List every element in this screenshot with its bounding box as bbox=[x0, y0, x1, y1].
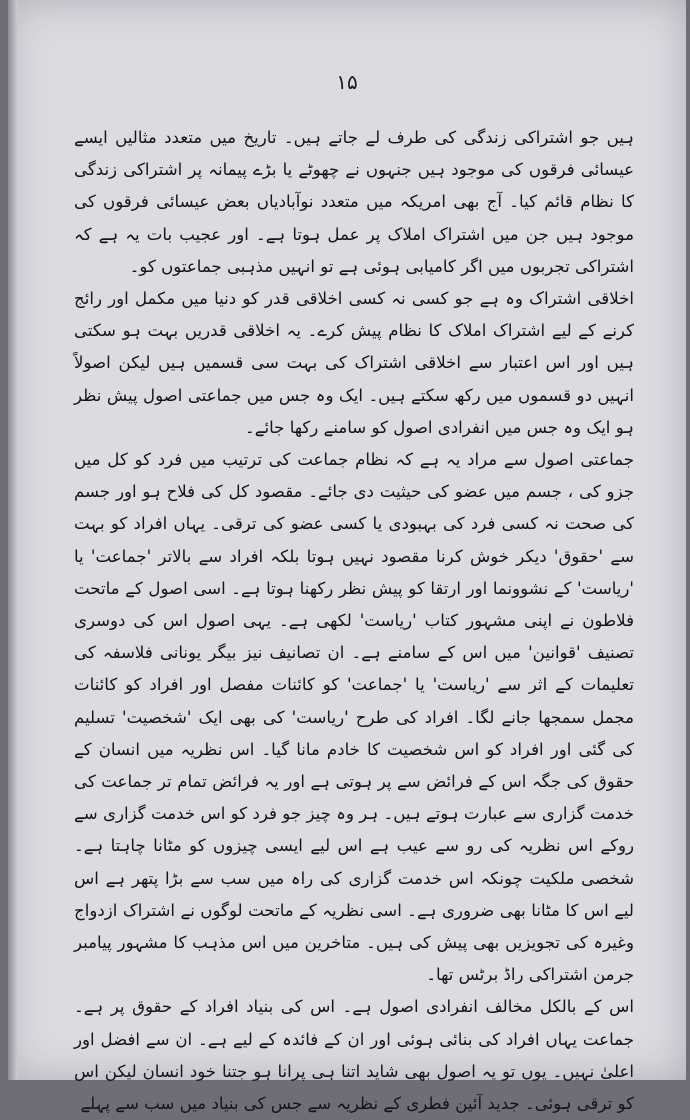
book-page bbox=[8, 0, 686, 1114]
page-text bbox=[74, 122, 634, 1120]
paragraph-1: ہیں جو اشتراکی زندگی کی طرف لے جاتے ہیں۔ تاریخ میں متعدد مثالیں ایسے عیسائی فرقوں کی موجود ہیں جنہوں نے چھوٹے یا بڑے پیمانہ پر اشتراکی زندگی کا نظام قائم کیا۔ آج بھی امریکہ میں متعدد نوآبادیاں بعض عیسائی فرقوں کی موجود ہیں جن میں اشتراک املاک پر عمل ہوتا ہے۔ اور عجیب بات یہ ہے کہ اشتراکی تجربوں میں اگر کامیابی ہوئی ہے تو انہیں مذہبی جماعتوں کو۔ bbox=[74, 128, 634, 276]
paragraph-2: اخلاقی اشتراک وہ ہے جو کسی نہ کسی اخلاقی قدر کو دنیا میں مکمل اور رائج کرنے کے لیے اشتراک املاک کا نظام پیش کرے۔ یہ اخلاقی قدریں بہت ہو سکتی ہیں اور اس اعتبار سے اخلاقی اشتراک کی بہت سی قسمیں ہیں لیکن اصولاً انہیں دو قسموں میں رکھ سکتے ہیں۔ ایک وہ جس میں جماعتی اصول پیش نظر ہو ایک وہ جس میں انفرادی اصول کو سامنے رکھا جائے۔ bbox=[74, 289, 634, 437]
page-spine-shadow bbox=[8, 0, 18, 1080]
paragraph-3: جماعتی اصول سے مراد یہ ہے کہ نظام جماعت کی ترتیب میں فرد کو کل میں جزو کی ، جسم میں عضو کی حیثیت دی جائے۔ مقصود کل کی فلاح ہو اور جسم کی صحت نہ کسی فرد کی بہبودی یا کسی عضو کی ترقی۔ یہاں افراد کو بہت سے 'حقوق' دیکر خوش کرنا مقصود نہیں ہوتا بلکہ افراد سے بالاتر 'جماعت' یا 'ریاست' کے نشوونما اور ارتقا کو پیش نظر رکھنا ہوتا ہے۔ اسی اصول کے ماتحت فلاطون نے اپنی مشہور کتاب 'ریاست' لکھی ہے۔ یہی اصول اس کی دوسری تصنیف 'قوانین' میں اس کے سامنے ہے۔ ان تصانیف نیز بیگر یونانی فلاسفہ کی تعلیمات کے اثر سے 'ریاست' یا 'جماعت' کو کائنات مفصل اور افراد کو کائنات مجمل سمجھا جانے لگا۔ افراد کی طرح 'ریاست' کی بھی ایک 'شخصیت' تسلیم کی گئی اور افراد کو اس شخصیت کا خادم مانا گیا۔ اس نظریہ میں انسان کے حقوق کی جگہ اس کے فرائض سے پر ہوتی ہے اور یہ فرائض تمام تر جماعت کی خدمت گزاری سے عبارت ہوتے ہیں۔ ہر وہ چیز جو فرد کو اس خدمت گزاری سے روکے اس نظریہ کی رو سے عیب ہے اس لیے ایسی چیزوں کو مٹانا چاہتا ہے۔ شخصی ملکیت چونکہ اس خدمت گزاری کی راہ میں سب سے بڑا پتھر ہے اس لیے اس کا مٹانا بھی ضروری ہے۔ اسی نظریہ کے ماتحت لوگوں نے اشتراک ازدواج وغیرہ کی تجویزیں بھی پیش کی ہیں۔ متاخرین میں اس مذہب کا مشہور پیامبر جرمن اشتراکی راڈ برٹس تھا۔ bbox=[74, 450, 634, 985]
page-number: ۱۵ bbox=[336, 70, 358, 94]
paragraph-4: اس کے بالکل مخالف انفرادی اصول ہے۔ اس کی بنیاد افراد کے حقوق پر ہے۔ جماعت یہاں افراد کی بنائی ہوئی اور ان کے فائدہ کے لیے ہے۔ ان سے افضل اور اعلیٰ نہیں۔ یوں تو یہ اصول بھی شاید اتنا ہی پرانا ہو جتنا خود انسان لیکن اس کو ترقی ہوئی۔ جدید آئین فطری کے نظریہ سے جس کی بنیاد میں سب سے پہلے bbox=[74, 997, 634, 1114]
